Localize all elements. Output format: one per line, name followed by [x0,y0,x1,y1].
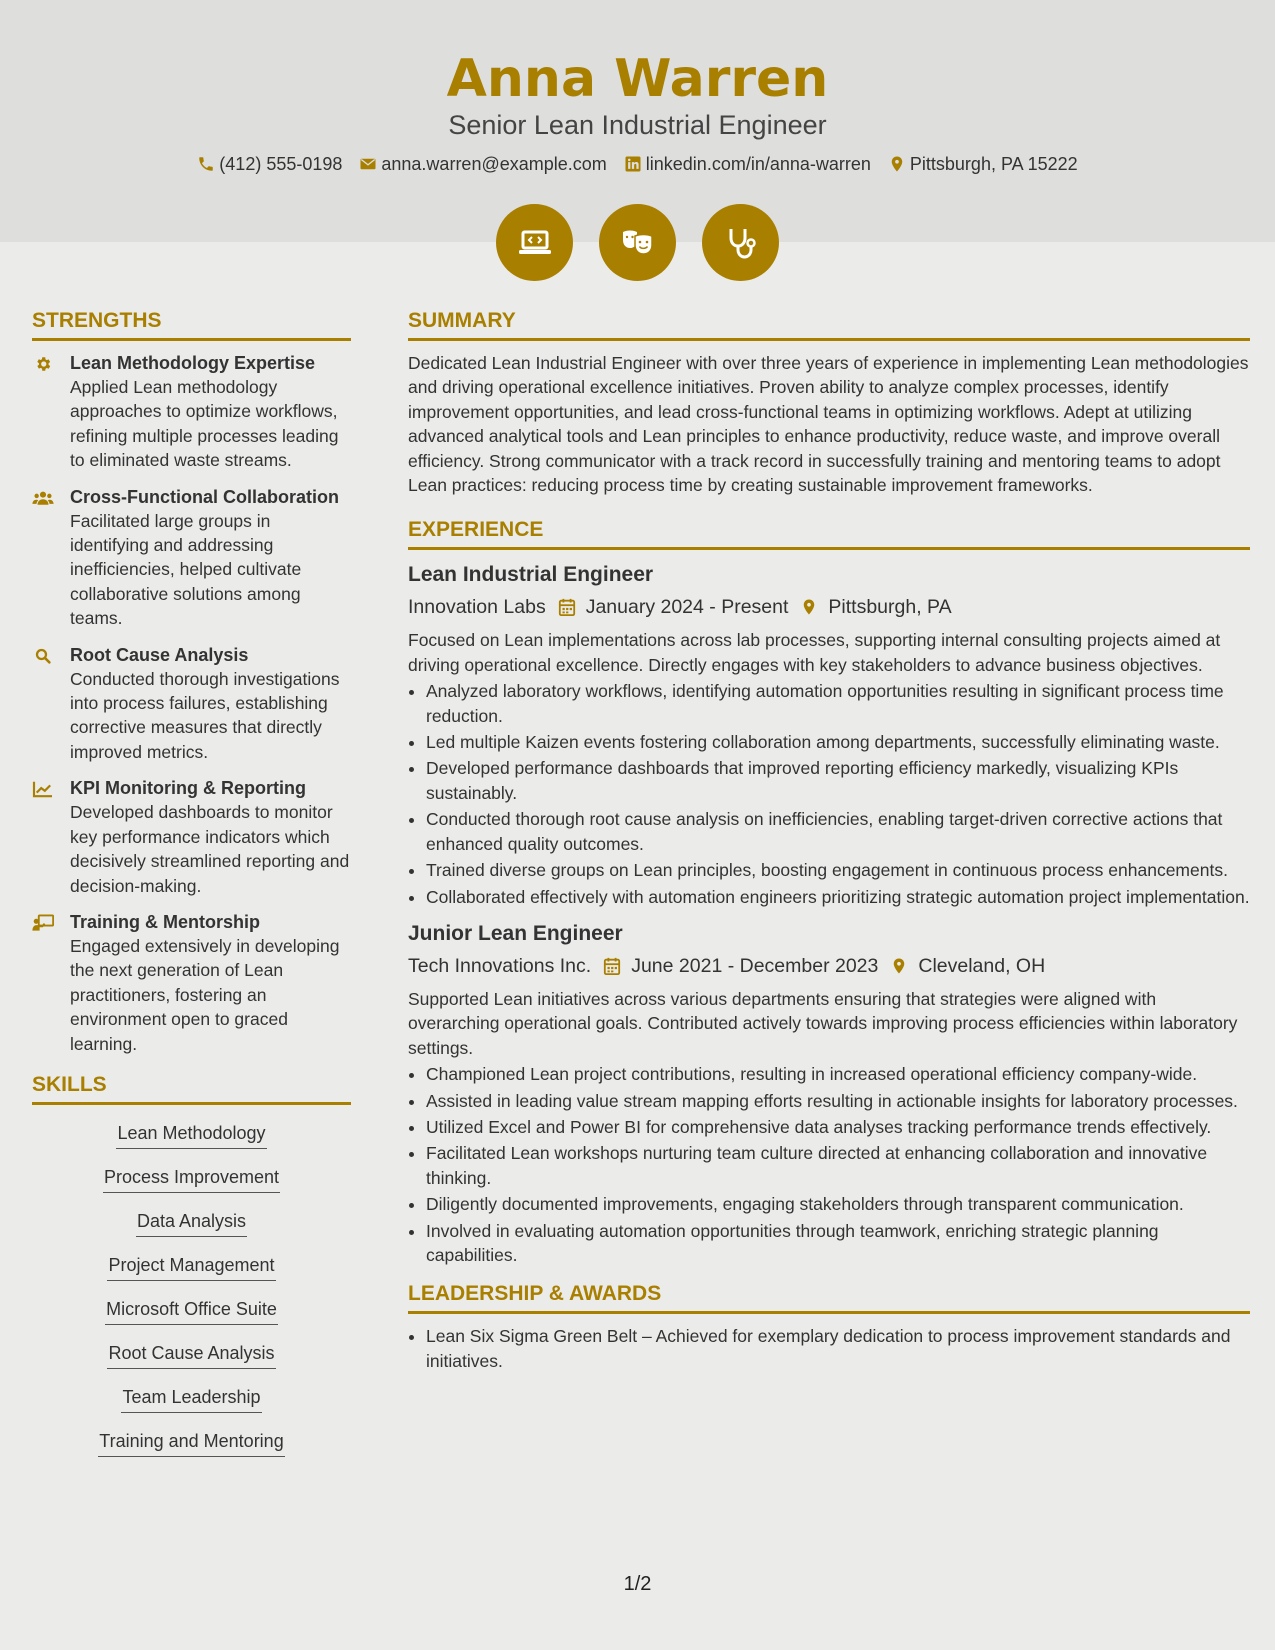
calendar-icon [558,597,576,617]
job-entry [408,919,1250,1267]
strength-title: Cross-Functional Collaboration [70,486,340,507]
leadership-list [408,1324,1250,1373]
job-title: Senior Lean Industrial Engineer [448,110,827,140]
chalkboard-teacher-icon [32,914,54,932]
linkedin-icon [624,155,642,173]
job-dates: June 2021 - December 2023 [631,954,879,977]
list-item: • Conducted thorough root cause analysis on inefficiencies, enabling target-driven corrective actions that enhanced quality outcomes. [426,807,1250,856]
job-location: Cleveland, OH [918,954,1046,977]
badge-masks [599,204,676,281]
list-item: • Collaborated effectively with automation engineers prioritizing strategic automation project implementation. [426,885,1250,909]
strength-desc: Engaged extensively in developing the next generation of Lean practitioners, fostering an environment open to graced learning. [70,935,340,1054]
badge-row [0,204,1275,281]
skill-item: Microsoft Office Suite [105,1297,278,1325]
summary-heading: SUMMARY [408,306,1250,341]
strength-desc: Applied Lean methodology approaches to optimize workflows, refining multiple processes leading to eliminated waste streams. [70,377,339,471]
envelope-icon [359,155,377,173]
badge-stethoscope [702,204,779,281]
leadership-heading: LEADERSHIP & AWARDS [408,1279,1250,1314]
skill-item: Team Leadership [121,1385,261,1413]
skill-item: Project Management [107,1253,275,1281]
phone-icon [197,155,215,173]
list-item: • Diligently documented improvements, engaging stakeholders through transparent communication. [426,1192,1250,1216]
skill-item: Process Improvement [103,1165,280,1193]
map-marker-icon [888,155,906,173]
page-number: 1/2 [623,1573,652,1595]
left-column [32,306,351,1467]
location-text: Pittsburgh, PA 15222 [909,154,1078,174]
job-meta [408,592,1250,622]
job-location: Pittsburgh, PA [828,596,952,619]
list-item: • Led multiple Kaizen events fostering collaboration among departments, successfully eliminating waste. [426,730,1250,754]
map-marker-icon [890,956,908,976]
job-role: Lean Industrial Engineer [408,563,654,587]
phone-text: (412) 555-0198 [219,154,343,174]
gear-icon [32,355,54,373]
list-item: • Assisted in leading value stream mapping efforts resulting in actionable insights for laboratory processes. [426,1089,1250,1113]
contact-phone[interactable] [197,152,342,176]
strength-title: Root Cause Analysis [70,644,249,665]
strength-item [32,485,351,631]
strength-desc: Facilitated large groups in identifying and addressing inefficiencies, helped cultivate collaborative solutions among teams. [70,510,302,629]
job-entry [408,560,1250,908]
skill-item: Training and Mentoring [98,1429,284,1457]
skill-item: Data Analysis [136,1209,247,1237]
email-text: anna.warren@example.com [381,154,607,174]
list-item: • Involved in evaluating automation opportunities through teamwork, enriching strategic planning capabilities. [426,1219,1250,1268]
job-bullets [408,1062,1250,1267]
contact-location [888,152,1078,176]
strength-item [32,351,351,473]
contact-bar [0,152,1275,176]
strength-desc: Conducted thorough investigations into process failures, establishing corrective measures that directly improved metrics. [70,668,340,762]
list-item: • Championed Lean project contributions, resulting in increased operational efficiency company-wide. [426,1062,1250,1086]
right-column [408,306,1250,1375]
list-item: • Analyzed laboratory workflows, identifying automation opportunities resulting in significant process time reduction. [426,679,1250,728]
strength-title: Training & Mentorship [70,911,261,932]
job-description: Supported Lean initiatives across various departments ensuring that strategies were aligned with overarching operational goals. Contributed actively towards improving process efficiencies within laboratory settings. [408,988,1238,1058]
strength-title: KPI Monitoring & Reporting [70,778,306,799]
map-marker-icon [800,597,818,617]
candidate-name: Anna Warren [446,49,829,109]
badge-laptop [496,204,573,281]
job-role: Junior Lean Engineer [408,921,623,945]
list-item: • Facilitated Lean workshops nurturing team culture directed at enhancing collaboration and innovative thinking. [426,1141,1250,1190]
strength-item [32,776,351,898]
job-meta [408,951,1250,981]
skill-list [32,1115,351,1467]
strength-title: Lean Methodology Expertise [70,353,316,373]
chart-line-icon [32,780,54,798]
strength-desc: Developed dashboards to monitor key performance indicators which decisively streamlined reporting and decision-making. [70,802,350,896]
theater-masks-icon [620,225,656,261]
strength-item [32,643,351,765]
stethoscope-icon [723,225,759,261]
skill-item: Root Cause Analysis [107,1341,275,1369]
job-company: Innovation Labs [408,596,546,619]
users-icon [32,489,54,507]
job-description: Focused on Lean implementations across lab processes, supporting internal consulting projects aimed at driving operational excellence. Directly engages with key stakeholders to advance business objectives. [408,630,1221,675]
strength-item [32,910,351,1056]
laptop-code-icon [517,225,553,261]
contact-email[interactable] [359,152,606,176]
skill-item: Lean Methodology [116,1121,266,1149]
strengths-heading: STRENGTHS [32,306,351,341]
list-item: • Developed performance dashboards that improved reporting efficiency markedly, visualizing KPIs sustainably. [426,756,1250,805]
experience-heading: EXPERIENCE [408,515,1250,550]
list-item: • Lean Six Sigma Green Belt – Achieved for exemplary dedication to process improvement standards and initiatives. [426,1324,1250,1373]
list-item: • Trained diverse groups on Lean principles, boosting engagement in continuous process enhancements. [426,858,1250,882]
contact-linkedin[interactable] [624,152,871,176]
search-icon [32,647,54,665]
linkedin-text: linkedin.com/in/anna-warren [645,154,871,174]
list-item: • Utilized Excel and Power BI for comprehensive data analyses tracking performance trends effectively. [426,1115,1250,1139]
skills-heading: SKILLS [32,1070,351,1105]
skills-section [32,1070,351,1467]
job-dates: January 2024 - Present [585,596,789,619]
job-bullets [408,679,1250,909]
calendar-icon [603,956,621,976]
summary-text: Dedicated Lean Industrial Engineer with over three years of experience in implementing Lean methodologies and driving operational excellence initiatives. Proven ability to analyze complex processes, identify improvement opportunities, and lead cross-functional teams in optimizing workflows. Adept at utilizing advanced analytical tools and Lean principles to enhance productivity, reduce waste, and improve overall efficiency. Strong communicator with a track record in successfully training and mentoring teams to adopt Lean practices: reducing process time by creating sustainable improvement frameworks. [408,353,1249,496]
job-company: Tech Innovations Inc. [408,954,592,977]
